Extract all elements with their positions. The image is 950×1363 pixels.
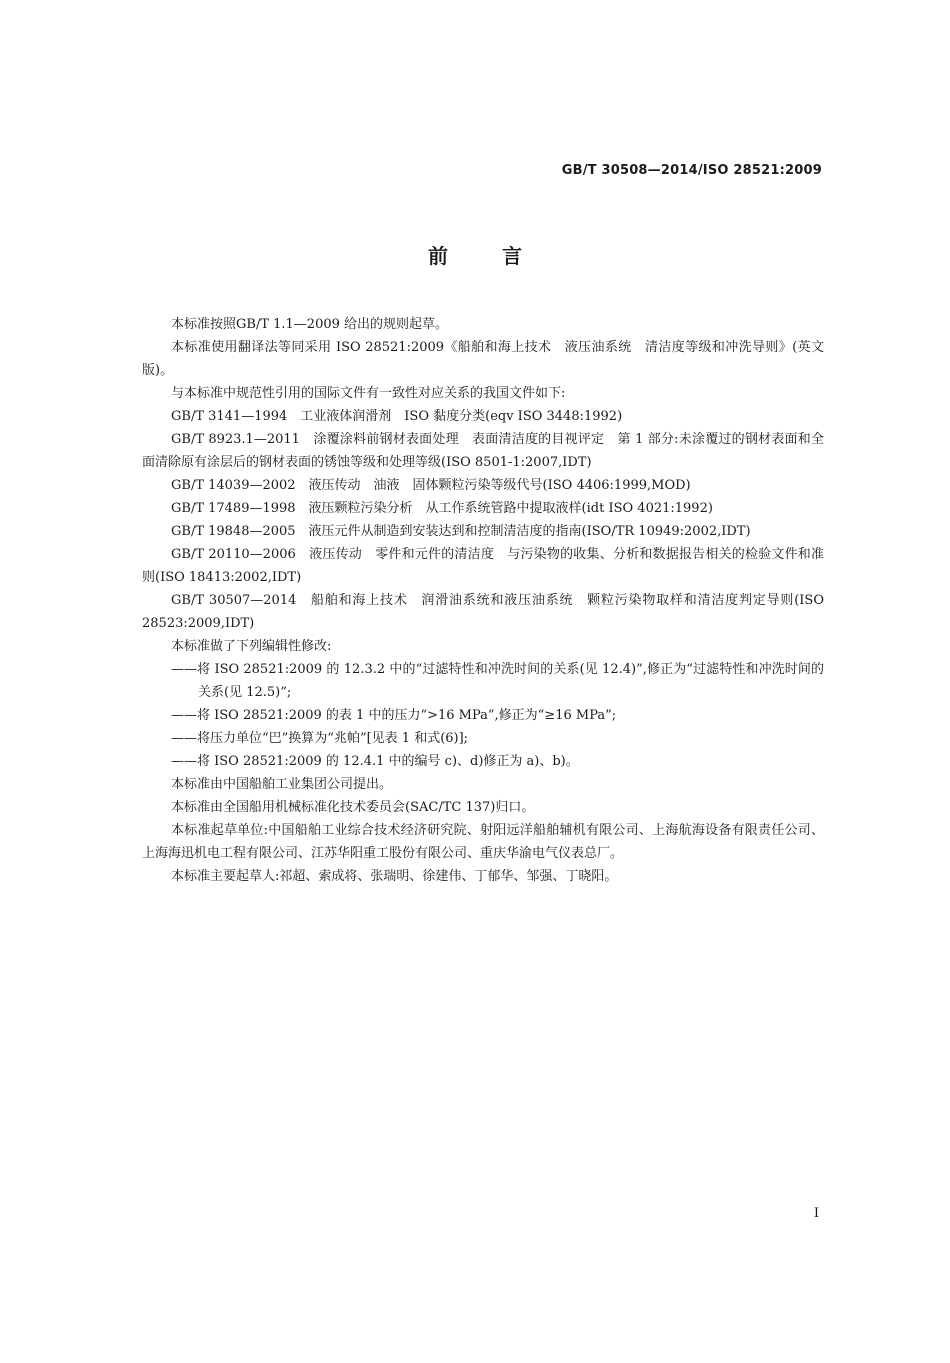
modification-item: ——将 ISO 28521:2009 的表 1 中的压力“>16 MPa”,修正为“≥16 MPa”; [171, 708, 617, 723]
paragraph: 与本标准中规范性引用的国际文件有一致性对应关系的我国文件如下: [171, 386, 566, 401]
page-number: I [813, 1206, 819, 1221]
reference-item: GB/T 30507—2014 船舶和海上技术 润滑油系统和液压油系统 颗粒污染物取样和清洁度判定导则(ISO 28523:2009,IDT) [142, 593, 824, 631]
page-title: 前言 [428, 244, 576, 268]
paragraph: 本标准使用翻译法等同采用 ISO 28521:2009《船舶和海上技术 液压油系统 清洁度等级和冲洗导则》(英文版)。 [142, 340, 824, 378]
reference-item: GB/T 17489—1998 液压颗粒污染分析 从工作系统管路中提取液样(idt ISO 4021:1992) [171, 501, 713, 516]
paragraph: 本标准做了下列编辑性修改: [171, 639, 332, 654]
paragraph: 本标准由全国船用机械标准化技术委员会(SAC/TC 137)归口。 [171, 800, 535, 815]
reference-item: GB/T 14039—2002 液压传动 油液 固体颗粒污染等级代号(ISO 4406:1999,MOD) [171, 478, 691, 493]
reference-item: GB/T 8923.1—2011 涂覆涂料前钢材表面处理 表面清洁度的目视评定 第 1 部分:未涂覆过的钢材表面和全面清除原有涂层后的钢材表面的锈蚀等级和处理等级(ISO 8501-1:2007,IDT) [142, 432, 824, 470]
modification-item: ——将 ISO 28521:2009 的 12.3.2 中的“过滤特性和冲洗时间的关系(见 12.4)”,修正为“过滤特性和冲洗时间的关系(见 12.5)”; [171, 662, 824, 700]
document-body [142, 313, 824, 888]
reference-item: GB/T 3141—1994 工业液体润滑剂 ISO 黏度分类(eqv ISO 3448:1992) [171, 409, 623, 424]
standard-code: GB/T 30508—2014/ISO 28521:2009 [561, 163, 822, 178]
modification-item: ——将压力单位“巴”换算为“兆帕”[见表 1 和式(6)]; [171, 731, 469, 746]
reference-item: GB/T 20110—2006 液压传动 零件和元件的清洁度 与污染物的收集、分析和数据报告相关的检验文件和准则(ISO 18413:2002,IDT) [142, 547, 824, 585]
paragraph: 本标准按照GB/T 1.1—2009 给出的规则起草。 [171, 317, 449, 332]
modification-item: ——将 ISO 28521:2009 的 12.4.1 中的编号 c)、d)修正为 a)、b)。 [171, 754, 579, 769]
reference-item: GB/T 19848—2005 液压元件从制造到安装达到和控制清洁度的指南(ISO/TR 10949:2002,IDT) [171, 524, 751, 539]
paragraph: 本标准由中国船舶工业集团公司提出。 [171, 777, 393, 792]
paragraph: 本标准主要起草人:祁超、索成将、张瑞明、徐建伟、丁郁华、邹强、丁晓阳。 [171, 869, 618, 884]
paragraph: 本标准起草单位:中国船舶工业综合技术经济研究院、射阳远洋船舶辅机有限公司、上海航海设备有限责任公司、上海海迅机电工程有限公司、江苏华阳重工股份有限公司、重庆华渝电气仪表总厂。 [142, 823, 824, 861]
